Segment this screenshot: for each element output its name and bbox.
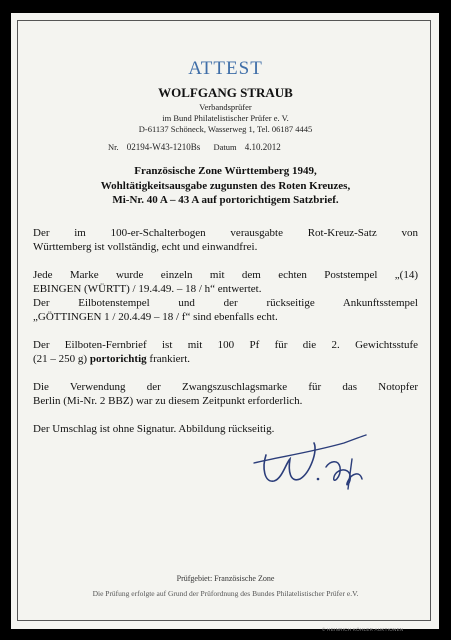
subject-line-2: Wohltätigkeitsausgabe zugunsten des Roten Kreuzes, — [100, 179, 351, 192]
certificate-meta — [108, 142, 281, 152]
footer-note: Die Prüfung erfolgte auf Grund der Prüfordnung des Bundes Philatelistischer Prüfer e.V. — [92, 589, 359, 598]
paragraph-line: Berlin (Mi-Nr. 2 BBZ) war zu diesem Zeitpunkt erforderlich. — [33, 395, 303, 408]
paragraph-postmark — [33, 268, 418, 296]
postage-correct-emphasis: portorichtig — [89, 353, 147, 366]
paragraph-line: Der Eilbotenstempel und der rückseitige Ankunftsstempel — [33, 297, 418, 309]
subject-line-1: Französische Zone Württemberg 1949, — [134, 165, 317, 177]
paragraph-completeness — [33, 226, 418, 254]
paragraph-line: Die Verwendung der Zwangszuschlagsmarke für das Notopfer — [33, 381, 418, 393]
paragraph-signature-note: Der Umschlag ist ohne Signatur. Abbildung rückseitig. — [33, 423, 275, 435]
paragraph-line — [33, 352, 418, 366]
certificate-date: 4.10.2012 — [244, 142, 281, 152]
weight-range: (21 – 250 g) — [33, 353, 88, 366]
paragraph-line: EBINGEN (WÜRTT) / 19.4.49. – 18 / h“ entwertet. — [33, 283, 262, 296]
paragraph-notopfer — [33, 380, 418, 408]
paragraph-postage — [33, 338, 418, 366]
copyright-watermark: © HEINRICH KÖHLER AUKTIONEN — [322, 627, 404, 632]
expert-address: D-61137 Schöneck, Wasserweg 1, Tel. 06187 4445 — [138, 124, 313, 134]
paragraph-line: Württemberg ist vollständig, echt und einwandfrei. — [33, 241, 258, 254]
expert-role: Verbandsprüfer — [199, 102, 252, 112]
subject-line-3: Mi-Nr. 40 A – 43 A auf portorichtigem Satzbrief. — [112, 194, 339, 206]
paragraph-line: Der Eilboten-Fernbrief ist mit 100 Pf für die 2. Gewichtsstufe — [33, 339, 418, 351]
examination-area: Prüfgebiet: Französische Zone — [176, 574, 275, 583]
certificate-title: ATTEST — [188, 58, 263, 79]
franked-text: frankiert. — [149, 353, 191, 366]
expert-association: im Bund Philatelistischer Prüfer e. V. — [162, 113, 289, 123]
subject-heading — [0, 164, 451, 208]
expert-name: WOLFGANG STRAUB — [158, 85, 293, 100]
date-label: Datum — [213, 142, 237, 152]
certificate-number: 02194-W43-1210Bs — [126, 142, 201, 152]
paragraph-line: Jede Marke wurde einzeln mit dem echten Poststempel „(14) — [33, 269, 418, 281]
paragraph-arrival-stamp — [33, 296, 418, 324]
paragraph-line: Der im 100-er-Schalterbogen verausgabte Rot-Kreuz-Satz von — [33, 227, 418, 239]
handwritten-signature — [248, 433, 388, 498]
number-label: Nr. — [108, 142, 119, 152]
paragraph-line: „GÖTTINGEN 1 / 20.4.49 – 18 / f“ sind ebenfalls echt. — [33, 311, 278, 324]
